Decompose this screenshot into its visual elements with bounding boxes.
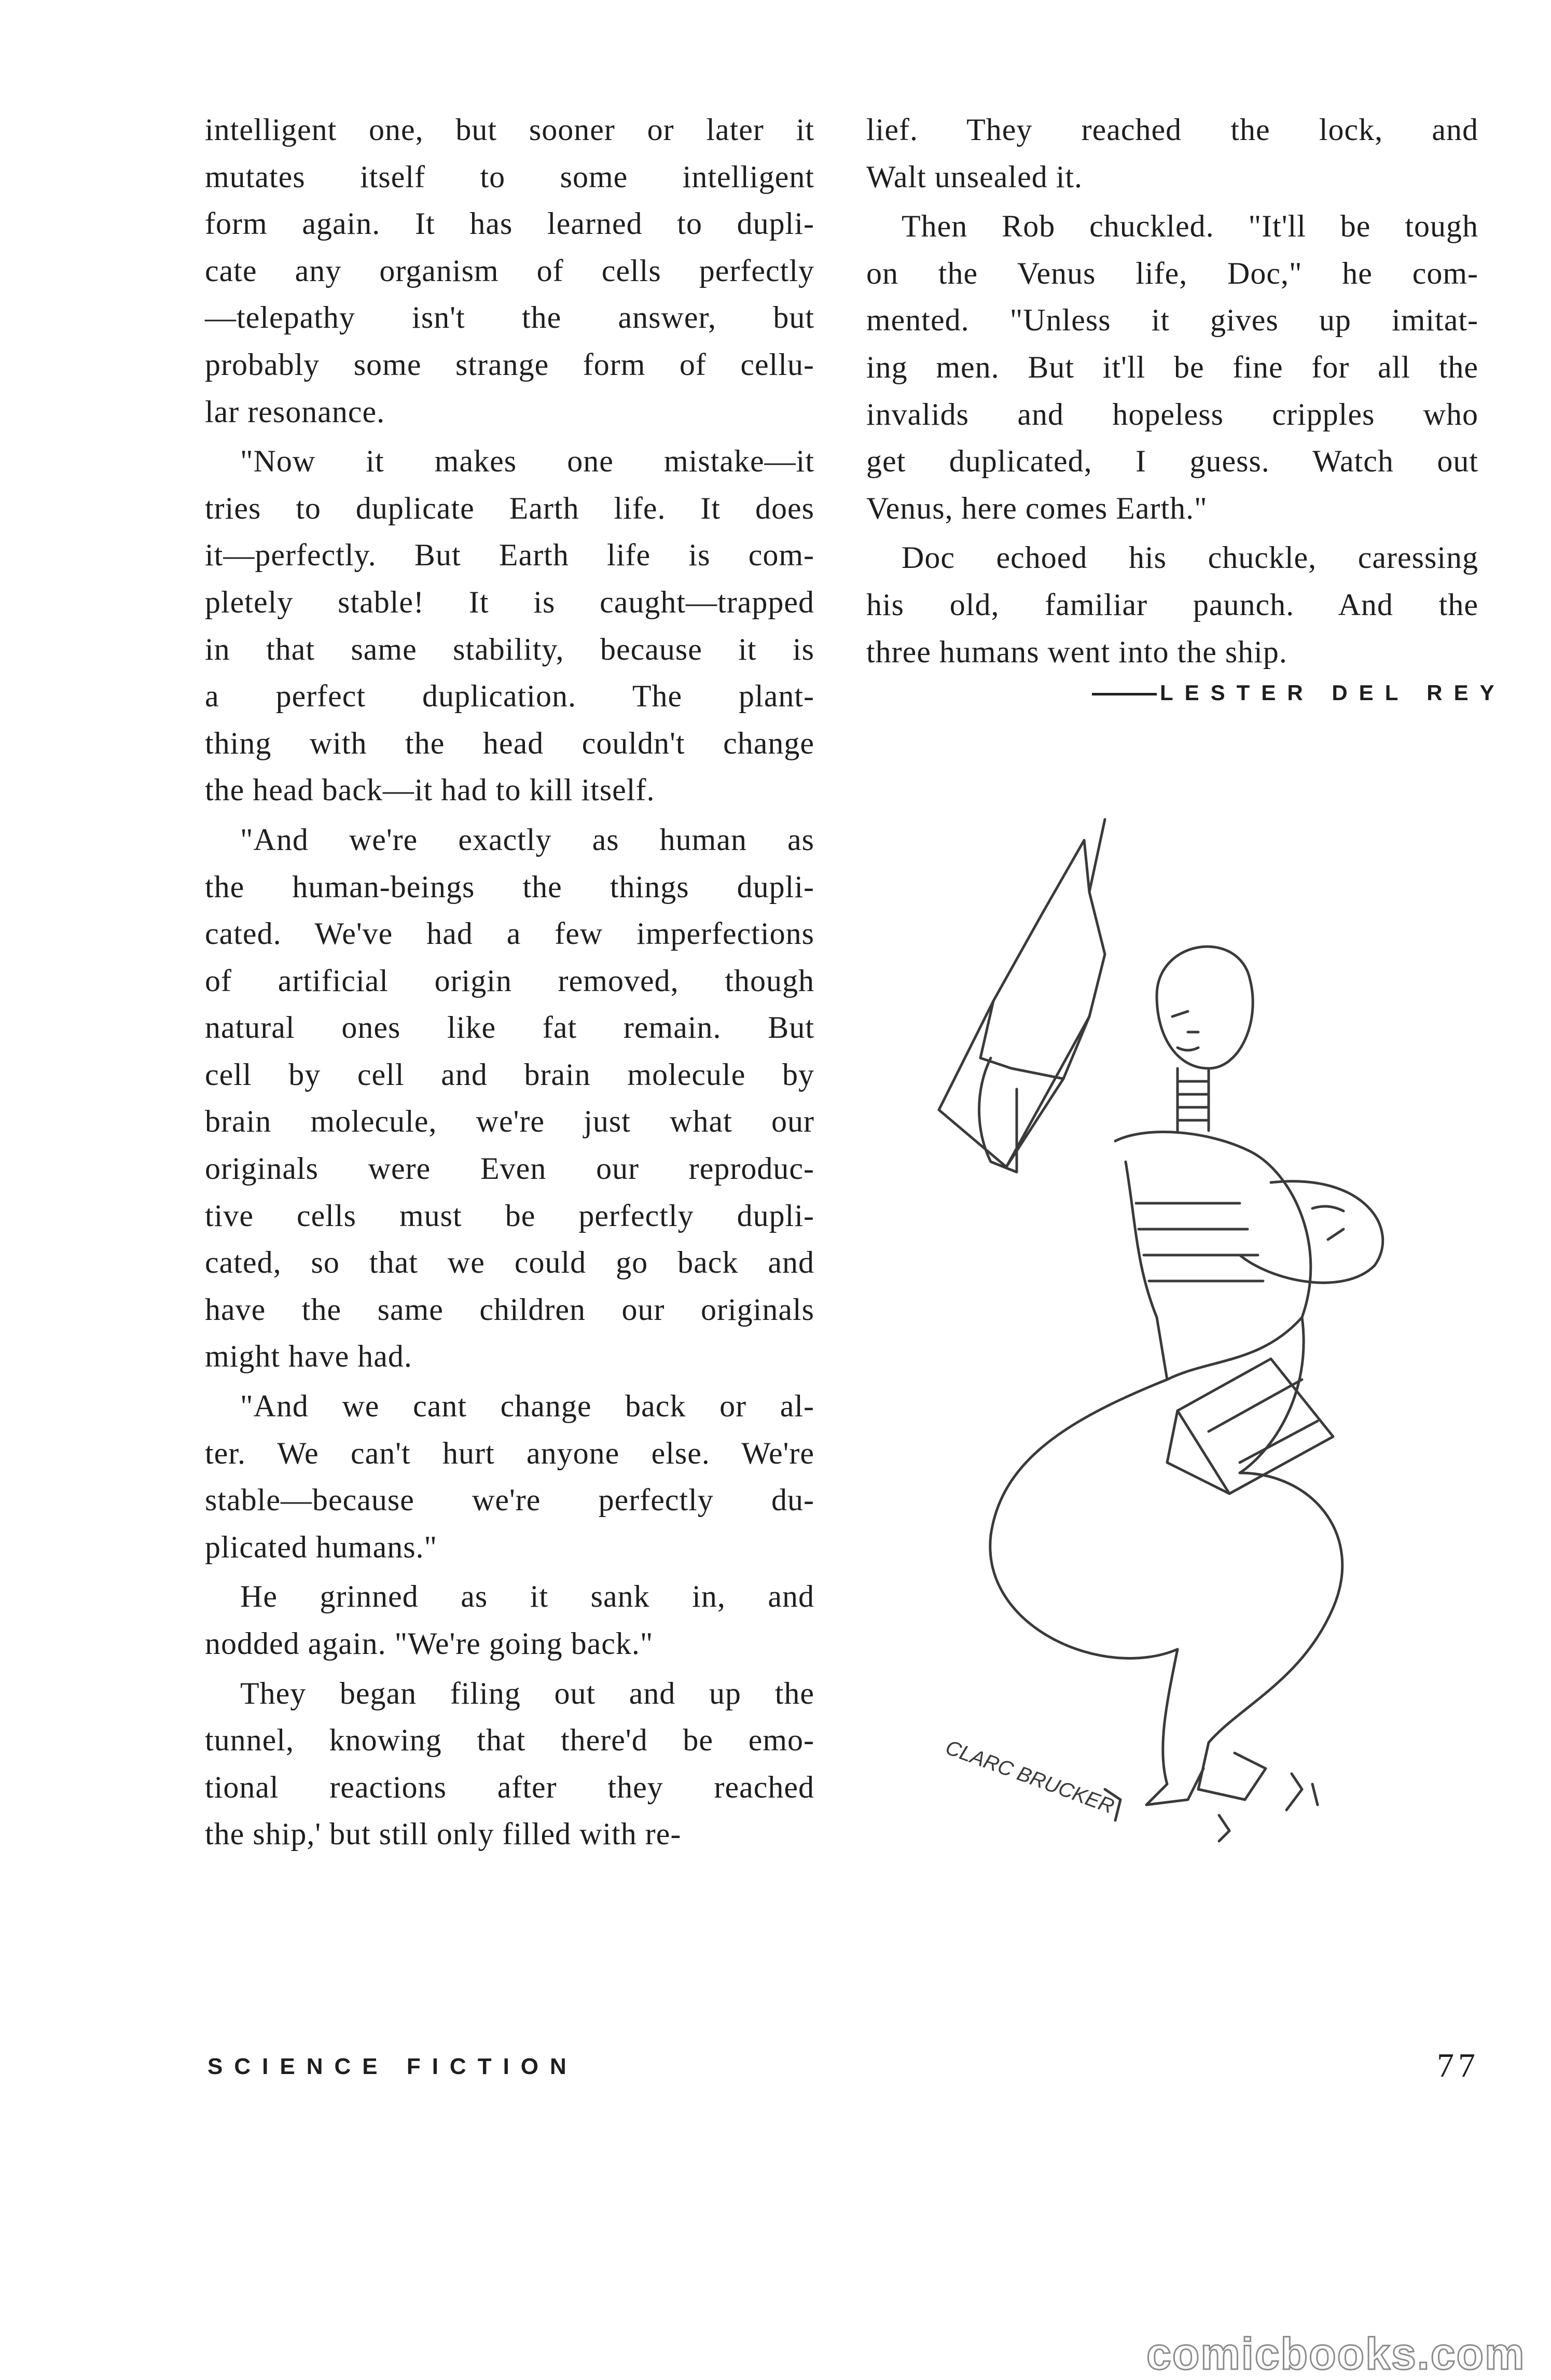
text-line: the head back—it had to kill itself. — [205, 773, 655, 808]
text-line: He grinned as it sank in, and — [240, 1579, 814, 1614]
magazine-title: SCIENCE FICTION — [207, 2054, 578, 2079]
paragraph — [866, 203, 1478, 532]
text-line: tive cells must be perfectly dupli- — [205, 1198, 814, 1233]
illustration — [846, 799, 1458, 1966]
text-line: tries to duplicate Earth life. It does — [205, 491, 814, 525]
text-line: "Now it makes one mistake—it — [240, 444, 814, 479]
feet-detail — [1105, 1774, 1318, 1841]
text-line: Walt unsealed it. — [866, 159, 1083, 194]
text-line: brain molecule, we're just what our — [205, 1104, 814, 1139]
text-line: on the Venus life, Doc," he com- — [866, 256, 1478, 290]
text-line: have the same children our originals — [205, 1292, 814, 1327]
byline-dash — [1092, 693, 1157, 695]
text-line: the ship,' but still only filled with re- — [205, 1817, 682, 1852]
text-line: Doc echoed his chuckle, caressing — [902, 540, 1478, 575]
paragraph — [205, 1670, 814, 1858]
text-line: plicated humans." — [205, 1529, 438, 1564]
text-line: Venus, here comes Earth." — [866, 491, 1208, 525]
byline-author: LESTER DEL REY — [1160, 680, 1506, 705]
text-line: tunnel, knowing that there'd be emo- — [205, 1723, 814, 1758]
text-line: of artificial origin removed, though — [205, 963, 814, 998]
text-line: natural ones like fat remain. But — [205, 1010, 814, 1045]
text-line: it—perfectly. But Earth life is com- — [205, 538, 814, 573]
text-line: get duplicated, I guess. Watch out — [866, 444, 1478, 479]
text-line: thing with the head couldn't change — [205, 726, 814, 760]
text-line: his old, familiar paunch. And the — [866, 587, 1478, 622]
text-line: mutates itself to some intelligent — [205, 159, 814, 194]
book-raised — [939, 819, 1105, 1167]
text-line: ing men. But it'll be fine for all the — [866, 350, 1478, 384]
text-line: three humans went into the ship. — [866, 634, 1287, 669]
text-line: tional reactions after they reached — [205, 1770, 814, 1804]
text-line: mented. "Unless it gives up imitat- — [866, 303, 1478, 338]
paragraph — [205, 106, 814, 435]
text-line: lar resonance. — [205, 394, 385, 429]
paragraph — [866, 106, 1478, 200]
paragraph — [205, 438, 814, 814]
left-column — [205, 106, 814, 1860]
text-line: They began filing out and up the — [240, 1676, 814, 1710]
paragraph — [205, 1383, 814, 1570]
text-line: invalids and hopeless cripples who — [866, 397, 1478, 432]
text-line: "And we're exactly as human as — [240, 822, 814, 857]
text-line: cate any organism of cells perfectly — [205, 253, 814, 288]
text-line: form again. It has learned to dupli- — [205, 206, 814, 241]
text-line: Then Rob chuckled. "It'll be tough — [902, 209, 1478, 244]
byline — [1092, 680, 1506, 705]
text-line: "And we cant change back or al- — [240, 1389, 814, 1424]
right-column — [866, 106, 1478, 678]
text-line: cated, so that we could go back and — [205, 1245, 814, 1280]
text-line: cated. We've had a few imperfections — [205, 916, 814, 951]
text-line: probably some strange form of cellu- — [205, 347, 814, 382]
page-number: 77 — [1437, 2047, 1479, 2084]
text-line: originals were Even our reproduc- — [205, 1151, 814, 1186]
text-line: intelligent one, but sooner or later it — [205, 113, 814, 147]
watermark: comicbooks.com — [1146, 2329, 1526, 2379]
text-line: a perfect duplication. The plant- — [205, 679, 814, 714]
text-line: ter. We can't hurt anyone else. We're — [205, 1436, 814, 1470]
text-line: in that same stability, because it is — [205, 632, 814, 666]
text-line: the human-beings the things dupli- — [205, 869, 814, 904]
text-line: lief. They reached the lock, and — [866, 113, 1478, 147]
text-line: —telepathy isn't the answer, but — [205, 300, 814, 335]
artist-signature: CLARC BRUCKER — [942, 1736, 1117, 1818]
text-line: nodded again. "We're going back." — [205, 1626, 654, 1661]
paragraph — [205, 816, 814, 1380]
text-line: stable—because we're perfectly du- — [205, 1483, 814, 1518]
text-line: might have had. — [205, 1339, 412, 1374]
paragraph — [866, 534, 1478, 675]
paragraph — [205, 1573, 814, 1667]
text-line: pletely stable! It is caught—trapped — [205, 584, 814, 619]
text-line: cell by cell and brain molecule by — [205, 1057, 814, 1092]
